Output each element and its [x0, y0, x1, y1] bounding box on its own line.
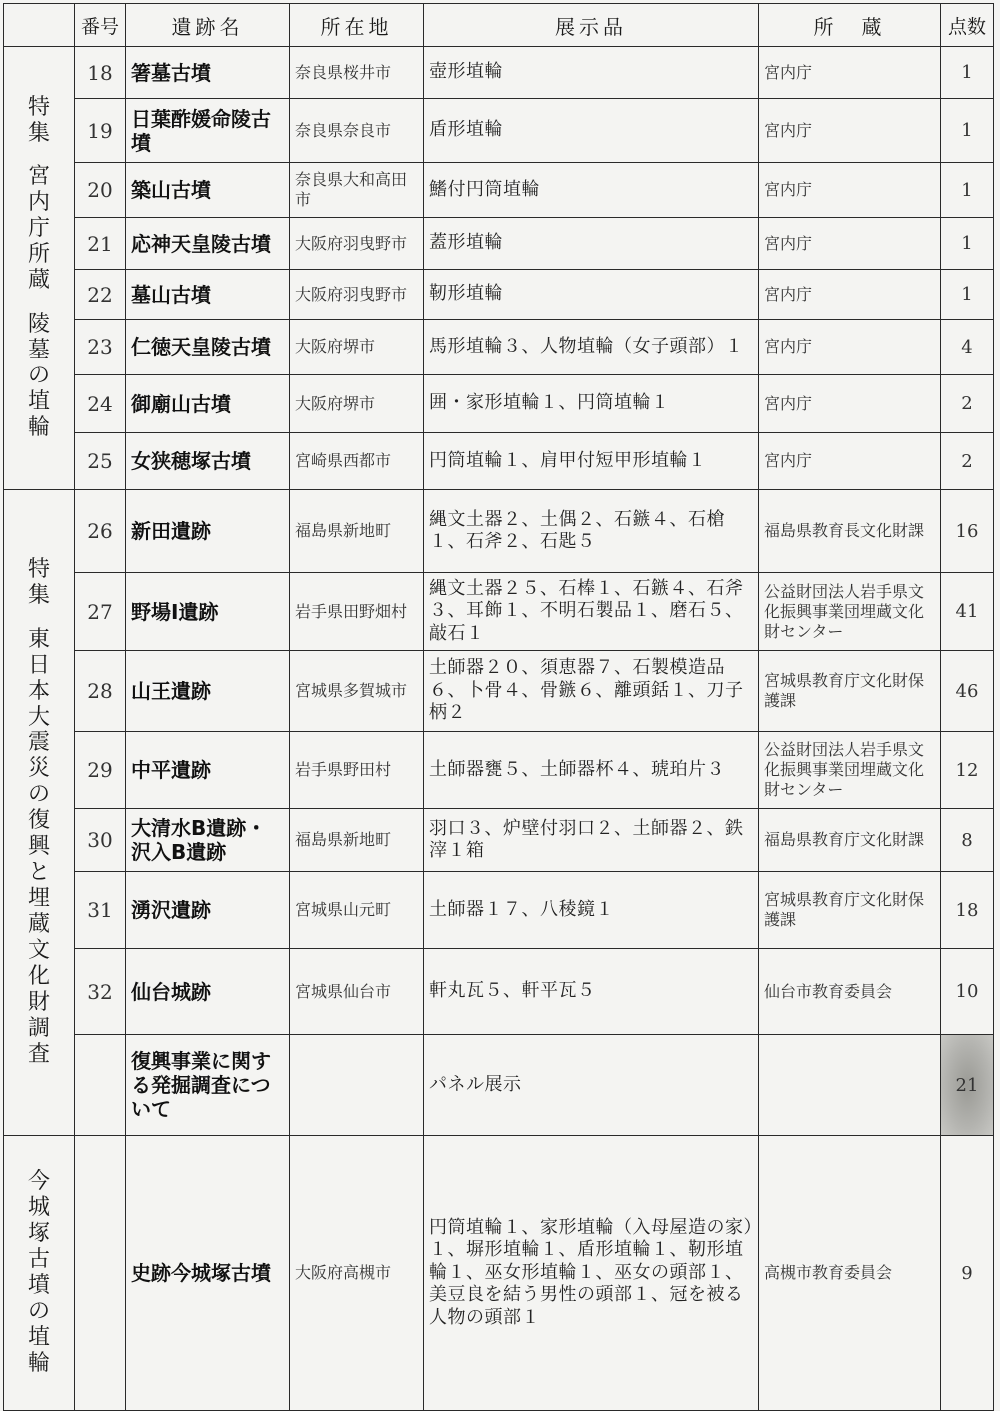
exhibit-items: 靭形埴輪	[424, 270, 759, 320]
exhibit-items: 土師器１７、八稜鏡１	[424, 872, 759, 949]
site-location: 大阪府堺市	[290, 375, 424, 433]
item-count: 21	[941, 1035, 994, 1136]
group-title-line: 今城塚古墳の埴輪	[27, 1169, 50, 1376]
exhibit-table-body	[4, 47, 994, 1411]
group-title	[4, 1136, 75, 1411]
item-count: 18	[941, 872, 994, 949]
item-count: 16	[941, 490, 994, 573]
table-row	[4, 732, 994, 809]
exhibit-items: 羽口３、炉壁付羽口２、土師器２、鉄滓１箱	[424, 809, 759, 872]
owner-institution	[759, 1035, 941, 1136]
row-number: 26	[75, 490, 126, 573]
group-title-line: 特集	[27, 94, 50, 146]
exhibit-items: 土師器２０、須恵器７、石製模造品６、卜骨４、骨鏃６、離頭銛１、刀子柄２	[424, 651, 759, 732]
row-number: 21	[75, 218, 126, 270]
owner-institution: 宮内庁	[759, 433, 941, 490]
header-location: 所在地	[290, 4, 424, 47]
exhibit-items: 盾形埴輪	[424, 99, 759, 163]
site-name: 仁徳天皇陵古墳	[126, 320, 290, 375]
group-title-text	[27, 95, 51, 442]
exhibit-items: 円筒埴輪１、肩甲付短甲形埴輪１	[424, 433, 759, 490]
item-count: 1	[941, 47, 994, 99]
table-row	[4, 218, 994, 270]
table-row	[4, 1136, 994, 1411]
row-number: 19	[75, 99, 126, 163]
site-location: 大阪府堺市	[290, 320, 424, 375]
site-name: 女狭穂塚古墳	[126, 433, 290, 490]
owner-institution: 公益財団法人岩手県文化振興事業団埋蔵文化財センター	[759, 573, 941, 651]
owner-institution: 宮内庁	[759, 375, 941, 433]
owner-institution: 宮内庁	[759, 270, 941, 320]
site-name: 史跡今城塚古墳	[126, 1136, 290, 1411]
exhibit-items: 馬形埴輪３、人物埴輪（女子頭部）１	[424, 320, 759, 375]
site-location: 岩手県田野畑村	[290, 573, 424, 651]
table-row	[4, 949, 994, 1035]
exhibit-table	[3, 3, 994, 1411]
site-name: 野場Ⅰ遺跡	[126, 573, 290, 651]
site-name: 日葉酢媛命陵古墳	[126, 99, 290, 163]
owner-institution: 宮城県教育庁文化財保護課	[759, 651, 941, 732]
site-name: 墓山古墳	[126, 270, 290, 320]
row-number	[75, 1035, 126, 1136]
row-number: 23	[75, 320, 126, 375]
owner-institution: 宮内庁	[759, 320, 941, 375]
table-row	[4, 320, 994, 375]
site-location: 福島県新地町	[290, 809, 424, 872]
site-location: 宮城県多賀城市	[290, 651, 424, 732]
row-number: 20	[75, 163, 126, 218]
site-name: 復興事業に関する発掘調査について	[126, 1035, 290, 1136]
site-location	[290, 1035, 424, 1136]
row-number: 28	[75, 651, 126, 732]
row-number: 18	[75, 47, 126, 99]
site-location: 奈良県大和高田市	[290, 163, 424, 218]
site-location: 宮崎県西都市	[290, 433, 424, 490]
group-title-line: 陵墓の埴輪	[27, 311, 50, 441]
table-row	[4, 99, 994, 163]
owner-institution: 宮内庁	[759, 218, 941, 270]
site-location: 岩手県野田村	[290, 732, 424, 809]
owner-institution: 福島県教育庁文化財課	[759, 809, 941, 872]
group-title	[4, 490, 75, 1136]
site-name: 山王遺跡	[126, 651, 290, 732]
group-title-line: 東日本大震災の復興と埋蔵文化財調査	[27, 626, 50, 1067]
header-row	[4, 4, 994, 47]
header-count: 点数	[941, 4, 994, 47]
item-count: 10	[941, 949, 994, 1035]
row-number: 29	[75, 732, 126, 809]
header-number: 番号	[75, 4, 126, 47]
exhibit-items: 囲・家形埴輪１、円筒埴輪１	[424, 375, 759, 433]
row-number	[75, 1136, 126, 1411]
site-location: 大阪府羽曳野市	[290, 218, 424, 270]
table-row	[4, 1035, 994, 1136]
table-row	[4, 490, 994, 573]
group-title	[4, 47, 75, 490]
table-row	[4, 872, 994, 949]
row-number: 22	[75, 270, 126, 320]
item-count: 1	[941, 218, 994, 270]
exhibit-items: パネル展示	[424, 1035, 759, 1136]
site-name: 新田遺跡	[126, 490, 290, 573]
owner-institution: 宮内庁	[759, 163, 941, 218]
header-group-blank	[4, 4, 75, 47]
table-row	[4, 47, 994, 99]
item-count: 8	[941, 809, 994, 872]
site-name: 御廟山古墳	[126, 375, 290, 433]
owner-institution: 福島県教育長文化財課	[759, 490, 941, 573]
table-row	[4, 163, 994, 218]
item-count: 2	[941, 375, 994, 433]
row-number: 32	[75, 949, 126, 1035]
header-owner: 所 蔵	[759, 4, 941, 47]
row-number: 30	[75, 809, 126, 872]
owner-institution: 公益財団法人岩手県文化振興事業団埋蔵文化財センター	[759, 732, 941, 809]
site-name: 築山古墳	[126, 163, 290, 218]
site-location: 大阪府羽曳野市	[290, 270, 424, 320]
row-number: 31	[75, 872, 126, 949]
item-count: 4	[941, 320, 994, 375]
owner-institution: 宮内庁	[759, 47, 941, 99]
owner-institution: 宮内庁	[759, 99, 941, 163]
exhibit-items: 壺形埴輪	[424, 47, 759, 99]
table-row	[4, 573, 994, 651]
item-count: 46	[941, 651, 994, 732]
item-count: 12	[941, 732, 994, 809]
item-count: 1	[941, 163, 994, 218]
owner-institution: 高槻市教育委員会	[759, 1136, 941, 1411]
item-count: 2	[941, 433, 994, 490]
group-title-line: 特集	[27, 557, 50, 609]
site-name: 仙台城跡	[126, 949, 290, 1035]
exhibit-items: 土師器甕５、土師器杯４、琥珀片３	[424, 732, 759, 809]
table-row	[4, 809, 994, 872]
exhibit-items: 軒丸瓦５、軒平瓦５	[424, 949, 759, 1035]
exhibit-items: 円筒埴輪１、家形埴輪（入母屋造の家）１、塀形埴輪１、盾形埴輪１、靭形埴輪１、巫女形埴輪１、巫女の頭部１、美豆良を結う男性の頭部１、冠を被る人物の頭部１	[424, 1136, 759, 1411]
site-location: 奈良県桜井市	[290, 47, 424, 99]
site-name: 湧沢遺跡	[126, 872, 290, 949]
site-name: 箸墓古墳	[126, 47, 290, 99]
site-name: 中平遺跡	[126, 732, 290, 809]
row-number: 24	[75, 375, 126, 433]
site-location: 福島県新地町	[290, 490, 424, 573]
site-location: 大阪府高槻市	[290, 1136, 424, 1411]
site-name: 応神天皇陵古墳	[126, 218, 290, 270]
row-number: 25	[75, 433, 126, 490]
table-row	[4, 375, 994, 433]
row-number: 27	[75, 573, 126, 651]
table-row	[4, 651, 994, 732]
site-location: 奈良県奈良市	[290, 99, 424, 163]
owner-institution: 宮城県教育庁文化財保護課	[759, 872, 941, 949]
exhibit-items: 縄文土器２５、石棒１、石鏃４、石斧３、耳飾１、不明石製品１、磨石５、敲石１	[424, 573, 759, 651]
exhibit-items: 縄文土器２、土偶２、石鏃４、石槍１、石斧２、石匙５	[424, 490, 759, 573]
header-exhibits: 展示品	[424, 4, 759, 47]
item-count: 1	[941, 270, 994, 320]
header-site-name: 遺跡名	[126, 4, 290, 47]
exhibit-items: 蓋形埴輪	[424, 218, 759, 270]
site-location: 宮城県山元町	[290, 872, 424, 949]
table-row	[4, 433, 994, 490]
owner-institution: 仙台市教育委員会	[759, 949, 941, 1035]
group-title-text	[27, 557, 51, 1068]
group-title-text	[27, 1169, 51, 1377]
group-title-line: 宮内庁所蔵	[27, 164, 50, 293]
exhibit-items: 鰭付円筒埴輪	[424, 163, 759, 218]
item-count: 1	[941, 99, 994, 163]
item-count: 9	[941, 1136, 994, 1411]
site-location: 宮城県仙台市	[290, 949, 424, 1035]
table-row	[4, 270, 994, 320]
site-name: 大清水B遺跡・沢入B遺跡	[126, 809, 290, 872]
item-count: 41	[941, 573, 994, 651]
